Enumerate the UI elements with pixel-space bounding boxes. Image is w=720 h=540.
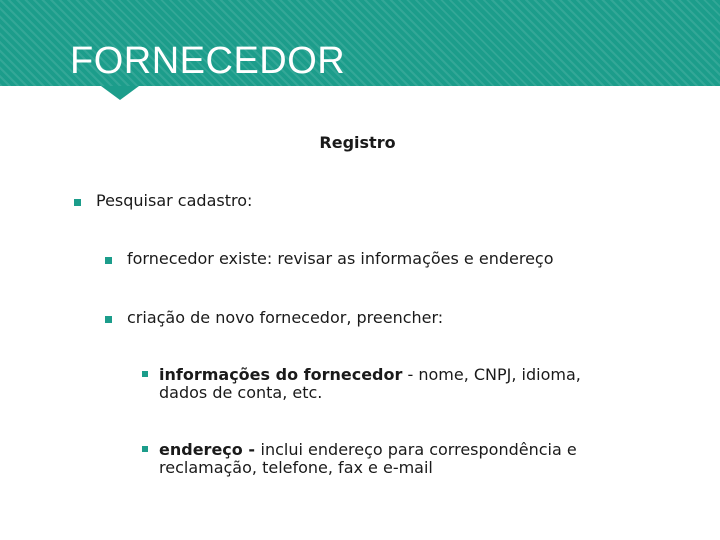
bullet-text: fornecedor existe: revisar as informações e endereço xyxy=(127,249,554,268)
bullet-pesquisar xyxy=(96,192,252,210)
bullet-fornecedor-existe xyxy=(127,250,554,268)
bullet-line-1 xyxy=(159,366,581,384)
banner-notch xyxy=(101,86,139,100)
bullet-novo-fornecedor xyxy=(127,309,443,327)
square-bullet-icon xyxy=(142,446,148,452)
bullet-line-2: dados de conta, etc. xyxy=(159,383,323,402)
slide-title: FORNECEDOR xyxy=(70,40,346,82)
bullet-text: criação de novo fornecedor, preencher: xyxy=(127,308,444,327)
bullet-text: Pesquisar cadastro: xyxy=(96,191,253,210)
square-bullet-icon xyxy=(142,371,148,377)
square-bullet-icon xyxy=(105,316,112,323)
square-bullet-icon xyxy=(74,199,81,206)
bullet-line-2: reclamação, telefone, fax e e-mail xyxy=(159,458,433,477)
slide-subtitle: Registro xyxy=(319,133,396,152)
bullet-line-1 xyxy=(159,441,577,459)
bullet-informacoes xyxy=(159,366,581,402)
square-bullet-icon xyxy=(105,257,112,264)
bullet-endereco xyxy=(159,441,577,477)
bullet-bold-text: endereço - xyxy=(159,440,261,459)
bullet-text: - nome, CNPJ, idioma, xyxy=(402,365,581,384)
bullet-bold-text: informações do fornecedor xyxy=(159,365,403,384)
bullet-text: inclui endereço para correspondência e xyxy=(260,440,577,459)
